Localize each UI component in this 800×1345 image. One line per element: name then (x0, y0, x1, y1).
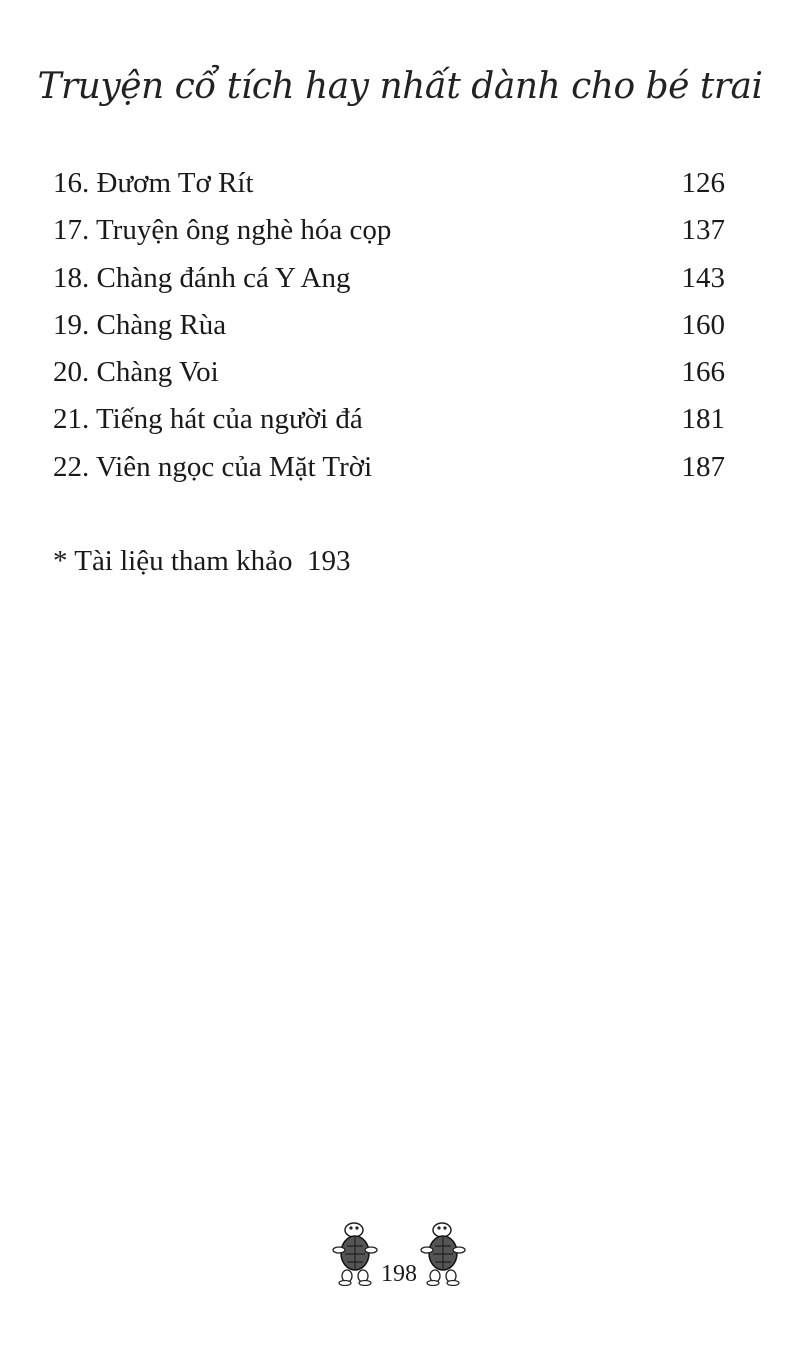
toc-entry-page: 137 (681, 214, 725, 247)
toc-entry-title: 22. Viên ngọc của Mặt Trời (53, 450, 373, 483)
toc-entry-page: 160 (681, 308, 725, 341)
toc-entry-20 (53, 349, 725, 396)
turtle-icon (418, 1220, 468, 1286)
toc-entry-16 (53, 160, 725, 207)
toc-entry-page: 126 (681, 167, 725, 199)
toc-entry-title: 20. Chàng Voi (53, 356, 219, 389)
toc-entry-22 (53, 444, 725, 491)
toc-entry-title: 16. Đươm Tơ Rít (53, 167, 254, 199)
turtle-icon (330, 1220, 380, 1286)
toc-entry-19 (53, 302, 725, 349)
toc-entry-21 (53, 396, 725, 443)
toc-entry-page: 187 (681, 450, 725, 483)
page-number: 198 (381, 1261, 417, 1287)
toc-entry-title: 21. Tiếng hát của người đá (53, 403, 363, 436)
table-of-contents (53, 160, 725, 491)
toc-entry-title: 17. Truyện ông nghè hóa cọp (53, 214, 392, 247)
toc-entry-page: 143 (681, 261, 725, 294)
toc-entry-18 (53, 255, 725, 302)
toc-entry-page: 181 (681, 403, 725, 436)
toc-entry-title: 19. Chàng Rùa (53, 308, 227, 341)
page-footer (0, 1220, 800, 1290)
references-entry: * Tài liệu tham khảo 193 (53, 545, 351, 577)
toc-entry-title: 18. Chàng đánh cá Y Ang (53, 261, 351, 294)
toc-entry-page: 166 (681, 356, 725, 389)
toc-entry-17 (53, 207, 725, 254)
running-header-title: Truyện cổ tích hay nhất dành cho bé trai (37, 66, 763, 107)
